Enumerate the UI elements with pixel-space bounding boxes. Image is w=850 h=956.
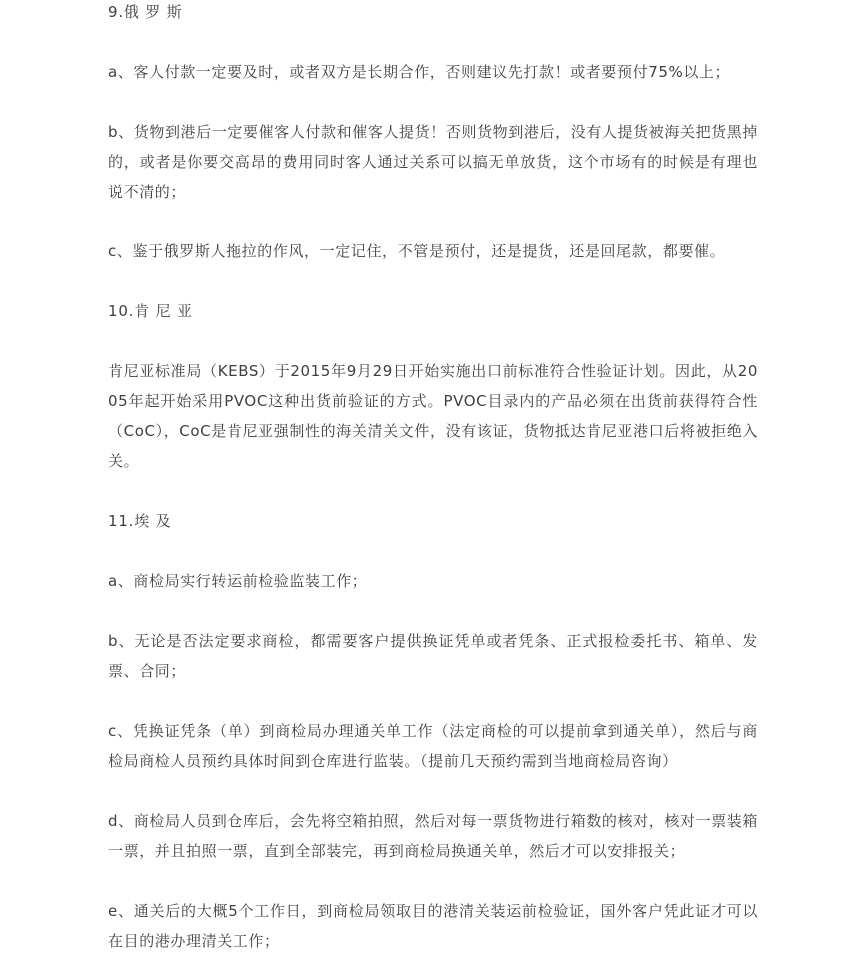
egypt-paragraph-a: a、商检局实行转运前检验监装工作； [108, 572, 368, 590]
egypt-paragraph-d: d、商检局人员到仓库后，会先将空箱拍照，然后对每一票货物进行箱数的核对，核对一票装箱一票，并且拍照一票，直到全部装完，再到商检局换通关单，然后才可以安排报关； [108, 812, 758, 860]
section-heading-kenya: 10.肯 尼 亚 [108, 302, 193, 320]
russia-paragraph-c: c、鉴于俄罗斯人拖拉的作风，一定记住，不管是预付，还是提货，还是回尾款，都要催。 [108, 242, 726, 260]
egypt-paragraph-c: c、凭换证凭条（单）到商检局办理通关单工作（法定商检的可以提前拿到通关单），然后与商检局商检人员预约具体时间到仓库进行监装。（提前几天预约需到当地商检局咨询） [108, 722, 758, 770]
section-heading-egypt: 11.埃 及 [108, 512, 172, 530]
russia-paragraph-b: b、货物到港后一定要催客人付款和催客人提货！否则货物到港后，没有人提货被海关把货黑掉的，或者是你要交高昂的费用同时客人通过关系可以搞无单放货，这个市场有的时候是有理也说不清的； [108, 123, 758, 201]
kenya-paragraph: 肯尼亚标准局（KEBS）于2015年9月29日开始实施出口前标准符合性验证计划。因此，从2005年起开始采用PVOC这种出货前验证的方式。PVOC目录内的产品必须在出货前获得符合性（CoC），CoC是肯尼亚强制性的海关清关文件，没有该证，货物抵达肯尼亚港口后将被拒绝入关。 [108, 362, 758, 470]
egypt-paragraph-b: b、无论是否法定要求商检，都需要客户提供换证凭单或者凭条、正式报检委托书、箱单、发票、合同； [108, 632, 758, 680]
russia-paragraph-a: a、客人付款一定要及时，或者双方是长期合作，否则建议先打款！或者要预付75%以上； [108, 63, 731, 81]
section-heading-russia: 9.俄 罗 斯 [108, 3, 183, 21]
egypt-paragraph-e: e、通关后的大概5个工作日，到商检局领取目的港清关装运前检验证，国外客户凭此证才可以在目的港办理清关工作； [108, 902, 758, 950]
